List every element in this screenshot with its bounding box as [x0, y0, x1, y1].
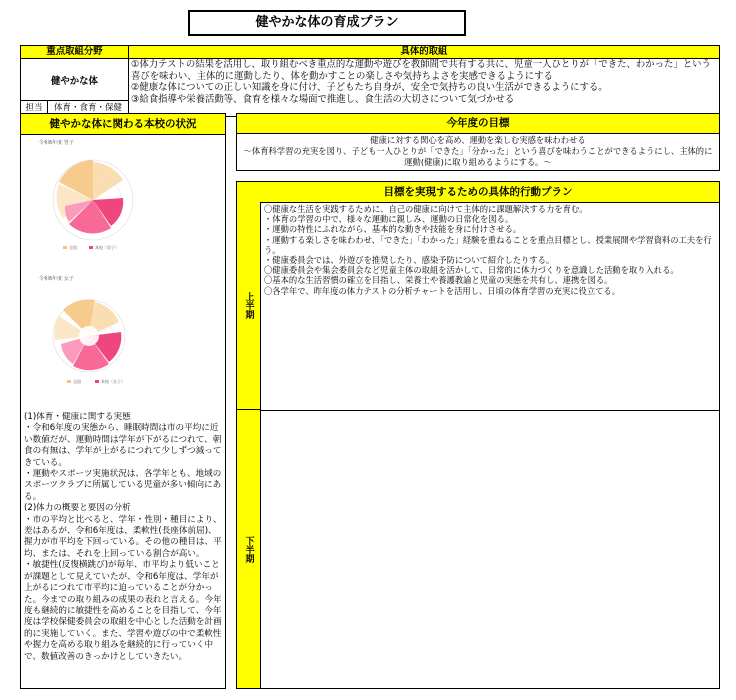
focus-item: ③給食指導や栄養活動等、食育を様々な場面で推進し、食生活の大切さについて気づかせる: [131, 93, 515, 105]
plan-item: ・健康委員会では、外遊びを推奨したり、感染予防について紹介したりする。: [264, 255, 555, 266]
legend-text: 本校（女子）: [101, 379, 125, 384]
second-half-plan: [264, 412, 716, 686]
second-half-label-cell: [237, 410, 261, 688]
legend-text: 本校（男子）: [95, 245, 119, 250]
plan-item: ・運動する楽しさを味わわせ、「できた」「わかった」経験を重ねることを重点目標とし、授業展開や学習資料の工夫を行う。: [264, 234, 712, 255]
focus-item: ②健康な体についての正しい知識を身に付け、子どもたち自身が、安全で気持ちの良い生活ができるようにする。: [131, 82, 608, 93]
goal-panel-header: 今年度の目標: [237, 114, 719, 134]
second-half-label: 下半期: [243, 535, 254, 563]
plan-item: 〇健康な生活を実践するために、自己の健康に向けて主体的に課題解決する力を育む。: [264, 204, 588, 214]
owner-value: 体育・食育・保健: [53, 103, 122, 114]
focus-table: [20, 45, 720, 117]
legend-text: 全国: [69, 245, 77, 250]
legend-text: 全国: [73, 379, 81, 384]
legend-swatch: [63, 246, 67, 249]
goal-text: 健康に対する関心を高め、運動を楽しむ実感を味わわせる ～体育科学習の充実を図り、子ども一人ひとりが「できた」「分かった」という喜びを味わうことができるようにし、主体的に運動(健康)に取り組めるようにする。～: [243, 135, 713, 167]
legend-swatch: [95, 380, 99, 383]
plan-item: ・体育の学習の中で、様々な運動に親しみ、運動の日常化を図る。: [264, 214, 514, 225]
focus-detail-list: [131, 59, 717, 116]
plan-item: 〇基本的な生活習慣の確立を目指し、栄養士や養護教諭と児童の実態を共有し、連携を図る。: [264, 275, 613, 286]
first-half-plan: [264, 204, 716, 408]
goal-panel: [236, 113, 720, 171]
status-panel: [20, 113, 226, 689]
plan-item: 〇各学年で、昨年度の体力テストの分析チャートを活用し、日頃の体育学習の充実に役立てる。: [264, 285, 621, 296]
status-text: (1)体育・健康に関する実態 ・令和6年度の実態から、睡眠時間は市の平均に近い数値だが、運動時間は学年が下がるにつれて、朝食の有無は、学年が上がるにつれて少しずつ減ってきている。 ・運動やスポーツ実施状況は、各学年とも、地域のスポーツクラブに所属している児童が多い傾向にある。 (2)体力の概要と要因の分析 ・市の平均と比べると、学年・性別・種目により、差はあるが、令和6年度は、柔軟性(長座体前屈)、握力が市平均を下回っている。その他の種目は、平均、または、それを上回っている割合が高い。 ・敏捷性(反復横跳び)が毎年、市平均より低いことが課題として見えていたが、令和6年度は、学年が上がるにつれて市平均に迫っていることが分かった。今までの取り組みの成果の表れと言える。今年度も継続的に敏捷性を高めることを目指して、今年度は学校保健委員会の取組を中心とした活動を計画的に実施していく。また、学習や遊びの中で柔軟性や握力を高める取り組みを継続的に行っていく中で、数値改善のきっかけとしていきたい。: [24, 412, 222, 662]
radar-chart-boys: [33, 136, 153, 254]
page-title: 健やかな体の育成プラン: [188, 10, 466, 36]
plan-panel-header: 目標を実現するための具体的行動プラン: [237, 182, 719, 203]
focus-detail-cell: [129, 59, 720, 117]
legend-swatch: [89, 246, 93, 249]
half-divider: [261, 410, 719, 411]
first-half-label: 上半期: [243, 292, 254, 319]
first-half-label-cell: [237, 202, 261, 410]
focus-item: ①体力テストの結果を活用し、取り組むべき重点的な運動や遊びを教師間で共有する共に、児童一人ひとりが「できた、わかった」という喜びを味わい、主体的に運動したり、体を動かすことの楽しさや気持ちよさを実感できるようにする: [131, 59, 711, 82]
owner-label: 担当: [21, 101, 48, 115]
status-panel-header: 健やかな体に関わる本校の状況: [21, 114, 225, 135]
chart-title-boys: 令和6年度 男子: [39, 140, 74, 146]
plan-item: 〇健康委員会や集会委員会など児童主体の取組を活かして、日常的に体力づくりを意識した活動を取り入れる。: [264, 265, 679, 276]
radar-chart-girls: [33, 272, 157, 388]
plan-item: ・運動の特性にふれながら、基本的な動きや技能を身に付けさせる。: [264, 224, 522, 235]
focus-field-header: 重点取組分野: [21, 46, 129, 59]
plan-panel: [236, 181, 720, 689]
legend-swatch: [67, 380, 71, 383]
focus-detail-header: 具体的取組: [129, 46, 720, 59]
radar-chart-girls-svg: [33, 282, 157, 388]
radar-chart-boys-svg: [33, 146, 153, 254]
focus-field: 健やかな体: [21, 59, 129, 101]
chart-title-girls: 令和6年度 女子: [39, 276, 74, 282]
